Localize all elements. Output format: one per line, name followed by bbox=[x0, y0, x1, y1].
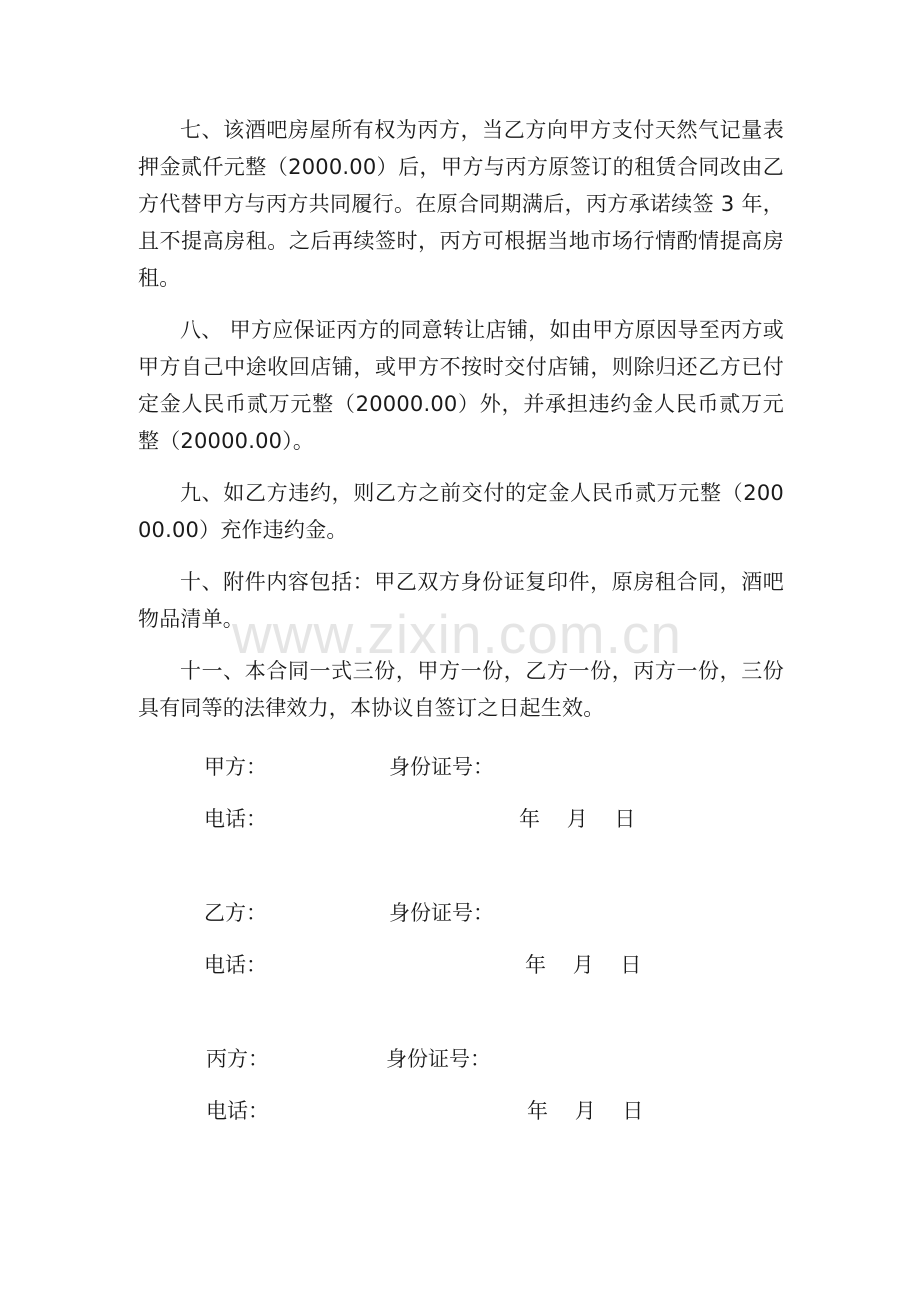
party-b-id-label: 身份证号： bbox=[389, 901, 494, 925]
party-c-date: 年 月 日 bbox=[527, 1099, 644, 1123]
party-c-phone-label: 电话： bbox=[206, 1099, 269, 1123]
party-a-label: 甲方： bbox=[204, 755, 267, 779]
clause-9: 九、如乙方违约，则乙方之前交付的定金人民币贰万元整（20000.00）充作违约金。 bbox=[138, 481, 784, 542]
clause-11: 十一、本合同一式三份，甲方一份，乙方一份，丙方一份，三份具有同等的法律效力，本协议自签订之日起生效。 bbox=[138, 659, 784, 720]
party-c-id-label: 身份证号： bbox=[386, 1047, 491, 1071]
party-a-id-label: 身份证号： bbox=[389, 755, 494, 779]
contract-clauses bbox=[138, 112, 784, 742]
party-c-label: 丙方： bbox=[206, 1047, 269, 1071]
party-a-phone-label: 电话： bbox=[204, 807, 267, 831]
clause-7: 七、该酒吧房屋所有权为丙方，当乙方向甲方支付天然气记量表押金贰仟元整（2000.00）后，甲方与丙方原签订的租赁合同改由乙方代替甲方与丙方共同履行。在原合同期满后，丙方承诺续签 3 年，且不提高房租。之后再续签时，丙方可根据当地市场行情酌情提高房租。 bbox=[138, 118, 784, 290]
party-b-phone-label: 电话： bbox=[204, 953, 267, 977]
party-a-date: 年 月 日 bbox=[519, 807, 636, 831]
watermark-text: www.zixin.com.cn bbox=[232, 603, 682, 665]
party-b-label: 乙方： bbox=[204, 901, 267, 925]
clause-10: 十、附件内容包括：甲乙双方身份证复印件，原房租合同，酒吧物品清单。 bbox=[138, 570, 784, 631]
party-b-date: 年 月 日 bbox=[525, 953, 642, 977]
clause-8: 八、 甲方应保证丙方的同意转让店铺，如由甲方原因导至丙方或甲方自己中途收回店铺，或甲方不按时交付店铺，则除归还乙方已付定金人民币贰万元整（20000.00）外，并承担违约金人民币贰万元整（20000.00）。 bbox=[138, 318, 784, 453]
